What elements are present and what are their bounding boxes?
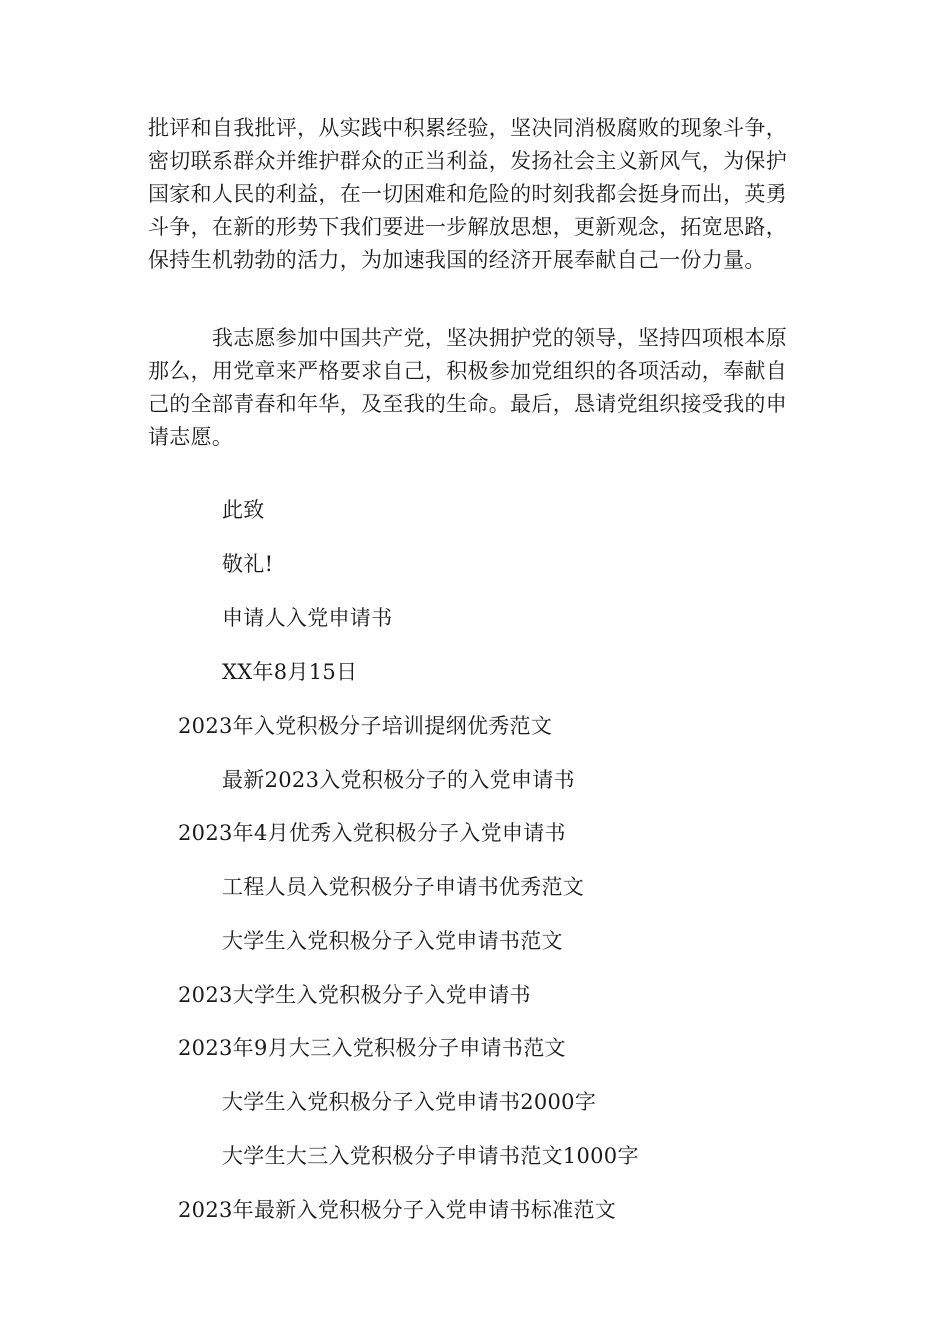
related-link[interactable]: 2023年入党积极分子培训提纲优秀范文	[178, 714, 553, 738]
related-link[interactable]: 2023年4月优秀入党积极分子入党申请书	[178, 821, 566, 845]
related-link[interactable]: 大学生入党积极分子入党申请书范文	[222, 929, 563, 953]
related-link[interactable]: 最新2023入党积极分子的入党申请书	[222, 768, 575, 792]
related-link[interactable]: 工程人员入党积极分子申请书优秀范文	[222, 875, 585, 899]
body-paragraph-2	[148, 322, 808, 454]
text-line: 国家和人民的利益，在一切困难和危险的时刻我都会挺身而出，英勇	[148, 182, 787, 206]
related-link[interactable]: 大学生大三入党积极分子申请书范文1000字	[222, 1144, 639, 1168]
body-paragraph-1	[148, 112, 808, 277]
text-line: 己的全部青春和年华，及至我的生命。最后，恳请党组织接受我的申	[148, 392, 787, 416]
text-line: 我志愿参加中国共产党，坚决拥护党的领导，坚持四项根本原	[148, 326, 787, 350]
related-link[interactable]: 2023年最新入党积极分子入党申请书标准范文	[178, 1198, 617, 1222]
text-line: 那么，用党章来严格要求自己，积极参加党组织的各项活动，奉献自	[148, 359, 787, 383]
text-line: 保持生机勃勃的活力，为加速我国的经济开展奉献自己一份力量。	[148, 248, 766, 272]
related-link[interactable]: 2023大学生入党积极分子入党申请书	[178, 983, 531, 1007]
text-line: 请志愿。	[148, 425, 234, 449]
letter-date: XX年8月15日	[222, 660, 358, 684]
related-link[interactable]: 大学生入党积极分子入党申请书2000字	[222, 1090, 597, 1114]
text-line: 密切联系群众并维护群众的正当利益，发扬社会主义新风气，为保护	[148, 149, 787, 173]
related-link[interactable]: 2023年9月大三入党积极分子申请书范文	[178, 1036, 566, 1060]
text-line: 批评和自我批评，从实践中积累经验，坚决同消极腐败的现象斗争，	[148, 116, 787, 140]
text-line: 斗争，在新的形势下我们要进一步解放思想，更新观念，拓宽思路，	[148, 215, 787, 239]
salutation-1: 此致	[222, 498, 265, 522]
salutation-2: 敬礼!	[222, 552, 274, 576]
applicant-signature: 申请人入党申请书	[222, 606, 393, 630]
